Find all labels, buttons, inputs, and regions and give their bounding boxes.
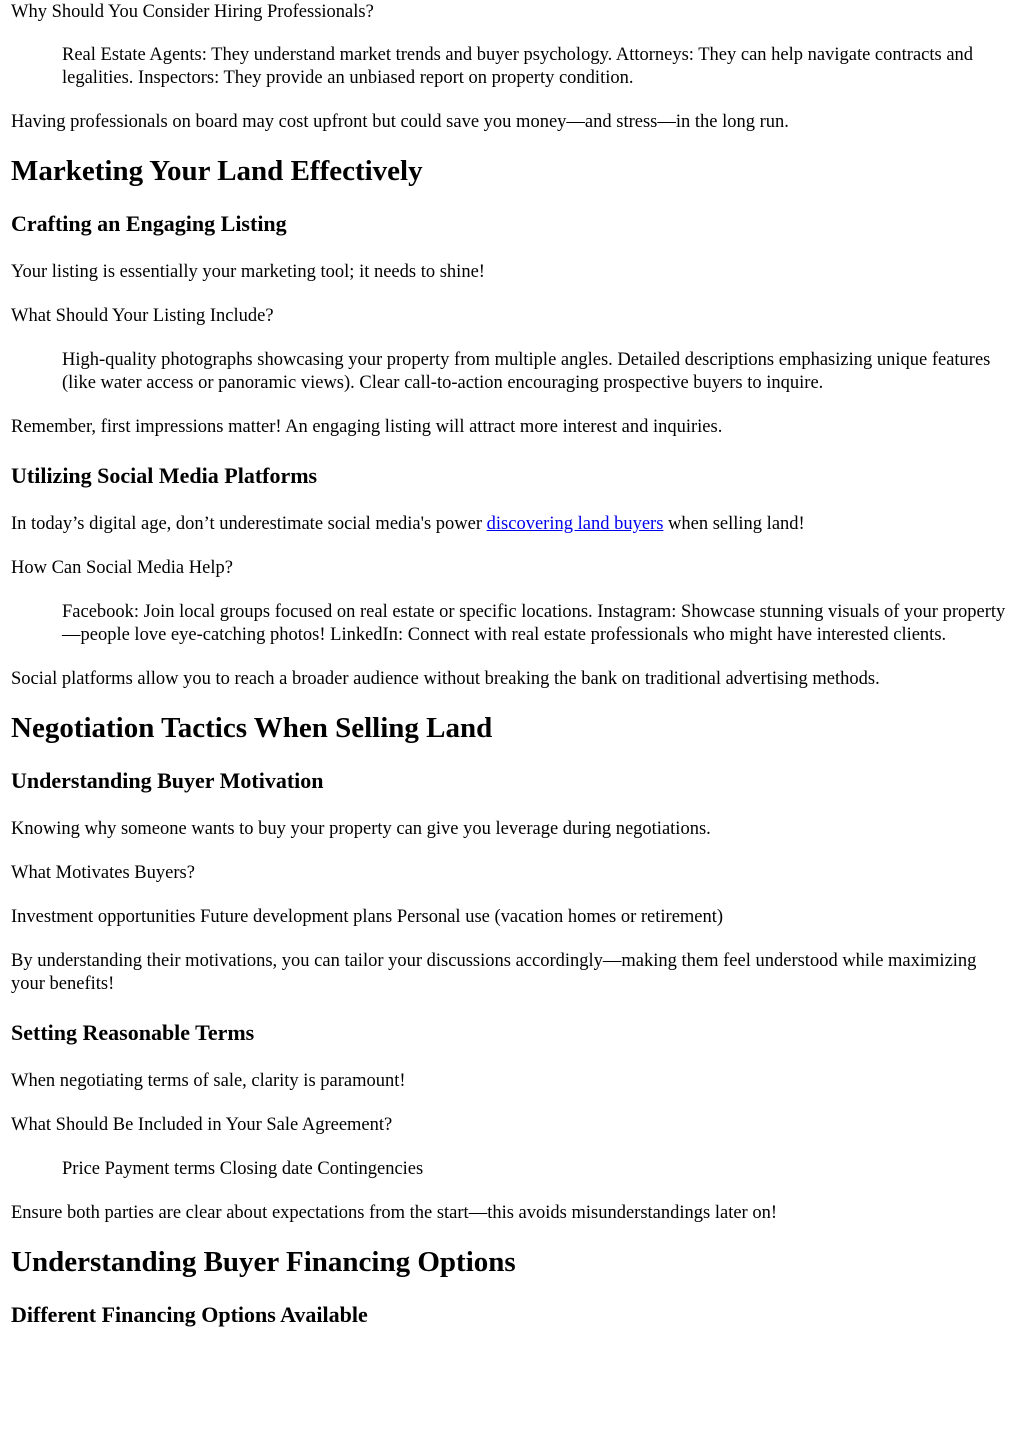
marketing-heading: Marketing Your Land Effectively	[11, 155, 423, 187]
listing-intro: Your listing is essentially your marketing tool; it needs to shine!	[11, 262, 485, 282]
listing-note: Remember, first impressions matter! An engaging listing will attract more interest and inquiries.	[11, 417, 723, 437]
terms-question: What Should Be Included in Your Sale Agreement?	[11, 1115, 393, 1135]
social-intro-after: when selling land!	[663, 514, 805, 534]
article-body	[0, 1, 1024, 1328]
listing-list: High-quality photographs showcasing your property from multiple angles. Detailed descriptions emphasizing unique features (like water access or panoramic views). Clear call-to-action encouraging prospective buyers to inquire.	[62, 350, 991, 393]
motivation-intro: Knowing why someone wants to buy your property can give you leverage during negotiations.	[11, 819, 711, 839]
social-intro	[11, 513, 1013, 536]
financing-heading: Understanding Buyer Financing Options	[11, 1246, 516, 1278]
social-note: Social platforms allow you to reach a broader audience without breaking the bank on traditional advertising methods.	[11, 669, 880, 689]
social-heading: Utilizing Social Media Platforms	[11, 463, 318, 488]
social-intro-before: In today’s digital age, don’t underestimate social media's power	[11, 514, 487, 534]
hiring-note: Having professionals on board may cost upfront but could save you money—and stress—in the long run.	[11, 112, 789, 132]
hiring-list: Real Estate Agents: They understand market trends and buyer psychology. Attorneys: They can help navigate contracts and legalities. Inspectors: They provide an unbiased report on property condition.	[62, 45, 974, 88]
hiring-question: Why Should You Consider Hiring Professionals?	[11, 2, 374, 22]
motivation-list: Investment opportunities Future development plans Personal use (vacation homes or retirement)	[11, 907, 724, 927]
social-list: Facebook: Join local groups focused on real estate or specific locations. Instagram: Showcase stunning visuals of your property—people love eye-catching photos! LinkedIn: Connect with real estate professionals who might have interested clients.	[62, 602, 1006, 645]
motivation-note: By understanding their motivations, you can tailor your discussions accordingly—making them feel understood while maximizing your benefits!	[11, 951, 977, 994]
social-question: How Can Social Media Help?	[11, 558, 233, 578]
terms-intro: When negotiating terms of sale, clarity is paramount!	[11, 1071, 406, 1091]
motivation-heading: Understanding Buyer Motivation	[11, 768, 324, 793]
discovering-land-buyers-link[interactable]: discovering land buyers	[486, 514, 664, 534]
financing-sub-heading: Different Financing Options Available	[11, 1302, 368, 1327]
listing-heading: Crafting an Engaging Listing	[11, 211, 287, 236]
listing-question: What Should Your Listing Include?	[11, 306, 274, 326]
terms-list: Price Payment terms Closing date Contingencies	[62, 1159, 424, 1179]
negotiation-heading: Negotiation Tactics When Selling Land	[11, 712, 493, 744]
terms-heading: Setting Reasonable Terms	[11, 1020, 255, 1045]
motivation-question: What Motivates Buyers?	[11, 863, 195, 883]
terms-note: Ensure both parties are clear about expectations from the start—this avoids misunderstandings later on!	[11, 1203, 777, 1223]
